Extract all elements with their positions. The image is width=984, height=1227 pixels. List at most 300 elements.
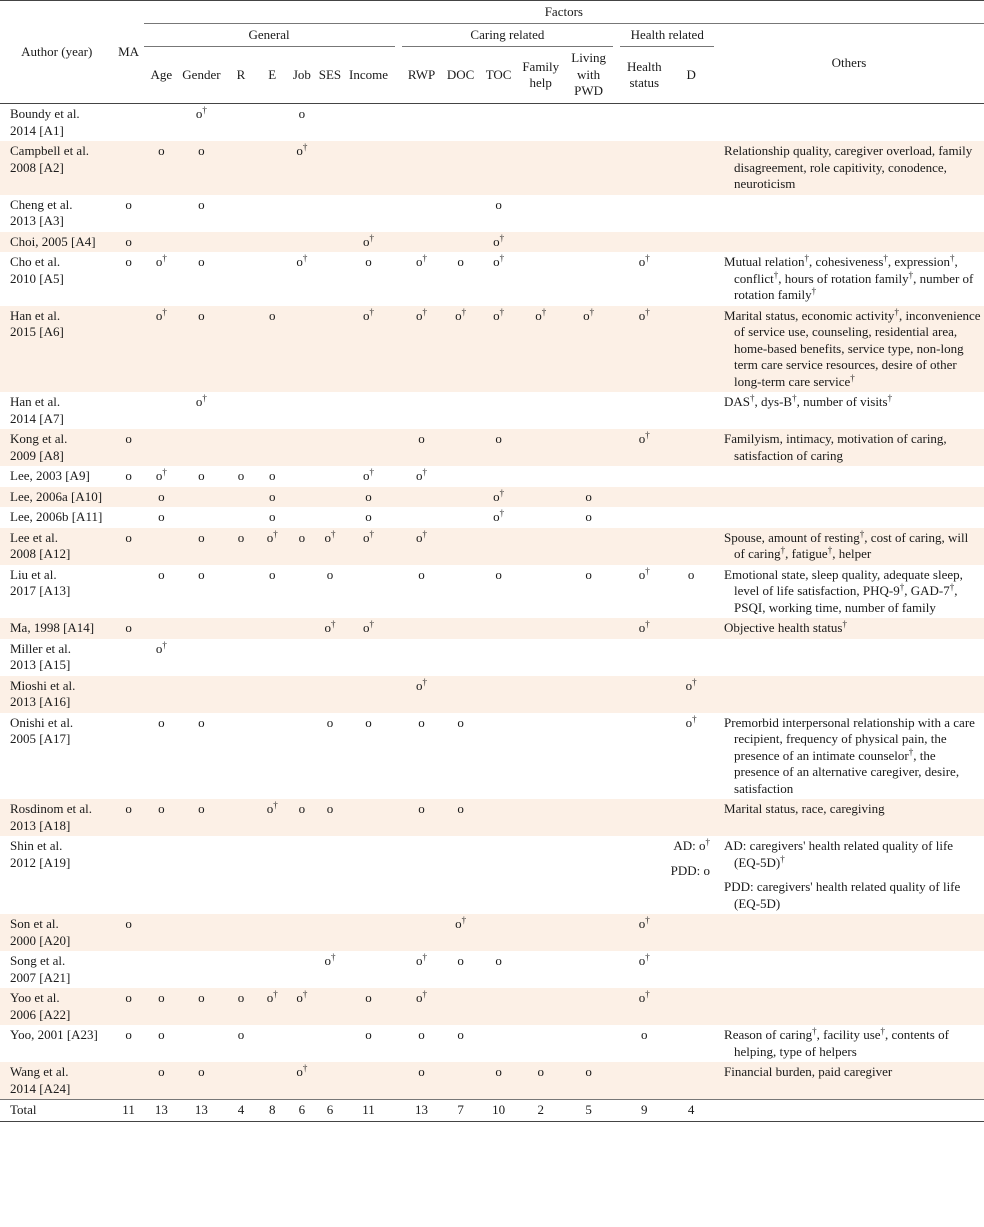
author-cell: Campbell et al. 2008 [A2]	[0, 141, 113, 195]
total-value: 13	[144, 1100, 179, 1122]
factor-cell	[620, 676, 668, 713]
factor-cell: o†	[441, 306, 480, 393]
factor-cell: o†	[155, 639, 167, 656]
author-cell: Kong et al. 2009 [A8]	[0, 429, 113, 466]
factor-cell: o	[268, 566, 276, 582]
factor-cell: o†	[668, 676, 714, 713]
factor-cell: o	[495, 196, 502, 212]
factor-cell	[564, 1025, 613, 1062]
factor-cell	[258, 392, 286, 429]
table-row	[0, 306, 984, 393]
factor-cell: o†	[493, 508, 505, 524]
factor-cell	[342, 429, 394, 466]
factor-cell	[113, 392, 143, 429]
factor-cell: o†	[638, 565, 650, 582]
factor-cell	[668, 618, 714, 639]
total-value: 2	[517, 1100, 564, 1122]
factor-cell: o†	[258, 528, 286, 565]
others-cell: Familyism, intimacy, motivation of caring, satisfaction of caring	[714, 429, 984, 466]
factor-cell	[317, 676, 342, 713]
factor-cell	[620, 141, 668, 195]
others-cell: Premorbid interpersonal relationship with a care recipient, frequency of physical pain, the presence of an intimate counselor†, the presence of an alternative caregiver, desire, satisfaction	[724, 714, 975, 796]
factor-cell	[620, 528, 668, 565]
table-row	[0, 618, 984, 639]
factor-cell	[480, 836, 517, 914]
table-row	[0, 141, 984, 195]
factor-cell: o	[517, 1062, 564, 1100]
others-cell	[714, 487, 984, 508]
factor-cell	[480, 392, 517, 429]
factor-cell	[113, 639, 143, 676]
factor-cell: o	[158, 1027, 165, 1042]
factor-cell	[620, 104, 668, 142]
factor-cell: o	[342, 988, 394, 1025]
factor-cell	[286, 195, 317, 232]
factor-cell: o	[687, 566, 695, 582]
factor-cell	[179, 836, 224, 914]
others-cell	[714, 914, 984, 951]
factor-cell: o	[418, 1027, 425, 1042]
factor-cell	[517, 528, 564, 565]
factor-cell: o	[113, 528, 143, 565]
factor-cell	[144, 914, 179, 951]
factor-cell	[258, 195, 286, 232]
factor-cell: o	[224, 528, 258, 565]
factor-cell	[441, 988, 480, 1025]
author-cell: Lee, 2006a [A10]	[0, 487, 113, 508]
factor-cell: o†	[620, 914, 668, 951]
factor-cell	[441, 639, 480, 676]
factor-cell	[317, 141, 342, 195]
factor-cell: o	[113, 618, 143, 639]
factor-cell	[564, 232, 613, 253]
factor-cell	[258, 951, 286, 988]
factor-cell	[258, 1062, 286, 1100]
factor-cell	[286, 618, 317, 639]
factor-cell	[668, 487, 714, 508]
factor-cell	[258, 1025, 286, 1062]
factor-cell: o	[317, 799, 342, 836]
factor-cell	[564, 951, 613, 988]
factor-cell: o	[495, 953, 502, 968]
factor-cell	[286, 639, 317, 676]
factor-cell: o	[144, 799, 179, 836]
factor-cell	[224, 1062, 258, 1100]
factor-cell	[441, 392, 480, 429]
factor-cell	[668, 507, 714, 528]
others-cell: DAS†, dys-B†, number of visits†	[724, 393, 893, 409]
factor-cell	[317, 232, 342, 253]
factor-cell	[480, 466, 517, 487]
factor-cell: o	[125, 254, 132, 269]
factor-cell	[441, 836, 480, 914]
factor-cell	[179, 1025, 224, 1062]
factor-cell	[668, 232, 714, 253]
others-cell: Objective health status†	[714, 618, 984, 639]
factor-cell	[402, 392, 442, 429]
factor-cell: o	[402, 429, 442, 466]
author-cell: Song et al. 2007 [A21]	[10, 953, 71, 985]
factor-cell	[620, 466, 668, 487]
factor-cell: o	[258, 306, 286, 393]
factor-cell	[668, 951, 714, 988]
table-row	[0, 639, 984, 676]
others-cell: AD: caregivers' health related quality of life (EQ-5D)† PDD: caregivers' health related quality of life (EQ-5D)	[724, 838, 961, 911]
factor-cell	[402, 487, 442, 508]
factor-cell	[668, 466, 714, 487]
factor-cell	[668, 141, 714, 195]
factor-cell	[144, 392, 179, 429]
factor-cell: o	[480, 429, 517, 466]
ma-header: MA	[113, 1, 143, 104]
factor-cell: o†	[402, 676, 442, 713]
column-header: R	[224, 47, 258, 104]
factor-cell	[113, 565, 143, 619]
factor-cell: o†	[564, 306, 613, 393]
factor-cell	[224, 306, 258, 393]
others-cell: Mutual relation†, cohesiveness†, expression†, conflict†, hours of rotation family†, number of rotation family†	[724, 253, 974, 302]
author-cell: Han et al. 2014 [A7]	[10, 394, 64, 426]
factor-cell: o†	[286, 988, 317, 1025]
factor-cell	[564, 914, 613, 951]
factor-cell	[258, 141, 286, 195]
factor-cell	[668, 799, 714, 836]
factor-cell	[480, 713, 517, 800]
factor-cell: o†	[480, 306, 517, 393]
factor-cell	[480, 1025, 517, 1062]
factor-cell	[517, 676, 564, 713]
factor-cell	[564, 676, 613, 713]
factor-cell: o	[457, 254, 464, 269]
column-header: SES	[317, 47, 342, 104]
factor-cell: o†	[317, 528, 342, 565]
factor-cell	[317, 487, 342, 508]
factor-cell: o†	[620, 988, 668, 1025]
factor-cell: o†	[342, 232, 394, 253]
factor-cell	[224, 799, 258, 836]
factor-cell	[620, 713, 668, 800]
factor-cell	[258, 429, 286, 466]
health-group-header: Health related	[620, 24, 714, 47]
factor-cell	[342, 951, 394, 988]
factor-cell: o	[585, 566, 592, 582]
factor-cell	[402, 104, 442, 142]
general-group-header: General	[144, 24, 395, 47]
author-cell: Miller et al. 2013 [A15]	[10, 640, 72, 672]
others-cell: Relationship quality, caregiver overload, family disagreement, role capitivity, conodence, neuroticism	[714, 141, 984, 195]
factor-cell	[179, 639, 224, 676]
factor-cell: o	[125, 196, 132, 212]
others-cell	[714, 104, 984, 142]
table-row	[0, 487, 984, 508]
others-cell: Spouse, amount of resting†, cost of caring, will of caring†, fatigue†, helper	[714, 528, 984, 565]
factor-cell: o	[179, 141, 224, 195]
factor-cell	[224, 507, 258, 528]
factor-cell: o	[179, 528, 224, 565]
factor-cell	[224, 676, 258, 713]
factor-cell	[317, 639, 342, 676]
factor-cell	[620, 392, 668, 429]
factor-cell	[517, 487, 564, 508]
factor-cell	[668, 988, 714, 1025]
others-cell: Reason of caring†, facility use†, contents of helping, type of helpers	[724, 1026, 949, 1059]
factor-cell	[286, 914, 317, 951]
factor-cell: o	[198, 714, 205, 730]
factor-cell	[402, 639, 442, 676]
column-header: Gender	[179, 47, 224, 104]
factor-cell	[441, 232, 480, 253]
factor-cell	[144, 232, 179, 253]
factor-cell: o†	[416, 253, 428, 269]
factor-cell	[517, 392, 564, 429]
author-cell: Choi, 2005 [A4]	[0, 232, 113, 253]
others-cell	[714, 507, 984, 528]
factor-cell: o†	[402, 988, 442, 1025]
factor-cell	[179, 507, 224, 528]
author-cell: Liu et al. 2017 [A13]	[10, 566, 71, 598]
factor-cell	[224, 141, 258, 195]
factor-cell	[564, 392, 613, 429]
factor-cell	[441, 104, 480, 142]
factor-cell: o	[125, 468, 132, 483]
author-cell: Son et al. 2000 [A20]	[0, 914, 113, 951]
factor-cell	[668, 528, 714, 565]
factor-cell	[441, 676, 480, 713]
total-value: 8	[258, 1100, 286, 1122]
author-cell: Onishi et al. 2005 [A17]	[10, 714, 74, 746]
factor-cell	[480, 639, 517, 676]
factor-cell: o†	[155, 467, 167, 483]
total-value: 6	[286, 1100, 317, 1122]
factor-cell	[224, 487, 258, 508]
table-row	[0, 914, 984, 951]
factor-cell: o†	[402, 528, 442, 565]
factor-cell: o†	[286, 1062, 317, 1100]
table-row	[0, 232, 984, 253]
factor-cell	[402, 232, 442, 253]
total-value: 5	[564, 1100, 613, 1122]
factor-cell	[317, 507, 342, 528]
factor-cell	[113, 141, 143, 195]
factor-cell: o	[402, 1062, 442, 1100]
factor-cell: o	[365, 1027, 372, 1042]
factors-header: Factors	[144, 1, 984, 24]
factor-cell	[113, 104, 143, 142]
factor-cell	[564, 836, 613, 914]
factor-cell	[564, 466, 613, 487]
column-header: RWP	[402, 47, 442, 104]
factor-cell	[144, 836, 179, 914]
factor-cell: o	[158, 509, 165, 524]
factor-cell: o	[237, 468, 245, 483]
factor-cell	[402, 618, 442, 639]
factor-cell: o	[457, 714, 464, 730]
factor-cell: o	[113, 799, 143, 836]
others-cell	[714, 232, 984, 253]
factor-cell	[224, 618, 258, 639]
factor-cell	[144, 676, 179, 713]
factor-cell	[224, 232, 258, 253]
factor-cell	[258, 639, 286, 676]
factor-cell	[317, 914, 342, 951]
factor-cell: o	[641, 1027, 648, 1042]
factor-cell	[286, 232, 317, 253]
factor-cell	[317, 429, 342, 466]
factor-cell: o	[179, 306, 224, 393]
factor-cell	[144, 951, 179, 988]
factor-cell	[317, 252, 342, 306]
factor-cell	[402, 914, 442, 951]
factor-cell	[179, 618, 224, 639]
factor-cell	[179, 487, 224, 508]
author-cell: Yoo, 2001 [A23]	[10, 1027, 98, 1042]
factor-cell: o	[268, 468, 276, 483]
total-value: 7	[441, 1100, 480, 1122]
factor-cell	[258, 676, 286, 713]
factor-cell	[317, 306, 342, 393]
factor-cell	[620, 799, 668, 836]
table-row	[0, 1062, 984, 1100]
factor-cell	[342, 914, 394, 951]
factor-cell: o	[144, 487, 179, 508]
factor-cell: o	[480, 1062, 517, 1100]
factor-cell	[564, 195, 613, 232]
author-cell: Cho et al. 2010 [A5]	[10, 254, 64, 286]
factor-cell	[620, 1062, 668, 1100]
factor-cell: o†	[402, 306, 442, 393]
author-cell: Han et al. 2015 [A6]	[0, 306, 113, 393]
factor-cell: o†	[620, 306, 668, 393]
table-row	[0, 252, 984, 306]
factor-cell	[179, 232, 224, 253]
factor-cell	[179, 676, 224, 713]
factor-cell	[258, 104, 286, 142]
factor-cell	[517, 639, 564, 676]
factor-cell: o	[224, 988, 258, 1025]
factor-cell: o	[564, 487, 613, 508]
others-cell	[714, 639, 984, 676]
column-header: Living with PWD	[564, 47, 613, 104]
factor-cell: o	[158, 714, 165, 730]
others-cell: Marital status, economic activity†, inconvenience of service use, counseling, residential area, home-based benefits, service type, non-long term care service resources, desire of other long-term care service†	[714, 306, 984, 393]
factor-cell	[317, 392, 342, 429]
factor-cell	[517, 141, 564, 195]
factor-cell	[342, 799, 394, 836]
factor-cell	[179, 914, 224, 951]
others-cell	[714, 195, 984, 232]
factor-cell: o	[365, 714, 372, 730]
factor-cell	[317, 104, 342, 142]
factor-cell	[517, 565, 564, 619]
factor-cell	[286, 306, 317, 393]
total-value: 11	[342, 1100, 394, 1122]
factor-cell	[517, 232, 564, 253]
author-cell: Boundy et al. 2014 [A1]	[10, 106, 80, 138]
factor-cell	[224, 195, 258, 232]
factor-cell: o†	[416, 952, 428, 968]
factor-cell	[113, 676, 143, 713]
factor-cell: o†	[317, 618, 342, 639]
factor-cell	[113, 306, 143, 393]
total-value: 4	[224, 1100, 258, 1122]
factor-cell	[480, 528, 517, 565]
factor-cell: o	[179, 1062, 224, 1100]
factor-cell	[317, 195, 342, 232]
factor-cell	[286, 836, 317, 914]
column-header: Health status	[620, 47, 668, 104]
column-header: Job	[286, 47, 317, 104]
factor-cell: o	[326, 566, 334, 582]
factor-cell	[144, 429, 179, 466]
factor-cell	[480, 676, 517, 713]
table-row	[0, 1025, 984, 1062]
factor-cell: o	[457, 1027, 464, 1042]
author-cell: Shin et al. 2012 [A19]	[10, 838, 71, 870]
factor-cell	[620, 639, 668, 676]
others-header: Others	[714, 24, 984, 104]
factor-cell	[517, 836, 564, 914]
author-header: Author (year)	[0, 1, 113, 104]
factor-cell: o	[495, 566, 502, 582]
factor-cell	[517, 104, 564, 142]
factor-cell	[286, 1025, 317, 1062]
factor-cell	[342, 392, 394, 429]
factor-cell: o	[365, 509, 372, 524]
factor-cell	[224, 836, 258, 914]
factor-cell	[286, 466, 317, 487]
total-value: 10	[480, 1100, 517, 1122]
column-header: DOC	[441, 47, 480, 104]
factor-cell	[342, 639, 394, 676]
others-cell	[714, 466, 984, 487]
factor-cell	[564, 104, 613, 142]
factor-cell	[564, 252, 613, 306]
factor-cell	[441, 507, 480, 528]
factor-cell: o†	[155, 253, 167, 269]
factor-cell	[342, 676, 394, 713]
factor-cell: o†	[342, 618, 394, 639]
factor-cell: o	[258, 487, 286, 508]
table-row	[0, 799, 984, 836]
total-row	[0, 1100, 984, 1122]
factor-cell	[317, 836, 342, 914]
table-row	[0, 836, 984, 914]
others-cell: Emotional state, sleep quality, adequate sleep, level of life satisfaction, PHQ-9†, GAD-7†, PSQI, working time, number of family	[724, 566, 963, 615]
factor-cell: o	[113, 232, 143, 253]
column-header: E	[258, 47, 286, 104]
factor-cell	[258, 232, 286, 253]
factor-cell	[258, 836, 286, 914]
factor-cell	[144, 528, 179, 565]
factor-cell	[620, 195, 668, 232]
factor-cell	[564, 988, 613, 1025]
factor-cell	[517, 951, 564, 988]
factor-cell	[564, 713, 613, 800]
factor-cell	[480, 799, 517, 836]
factor-cell	[620, 232, 668, 253]
total-value: 11	[113, 1100, 143, 1122]
factor-cell: o†	[144, 306, 179, 393]
factor-cell	[286, 487, 317, 508]
factor-cell	[317, 988, 342, 1025]
others-cell	[714, 676, 984, 713]
total-label: Total	[0, 1100, 113, 1122]
factor-cell: o†	[416, 467, 428, 483]
factor-cell	[480, 104, 517, 142]
others-cell	[714, 988, 984, 1025]
others-cell: Financial burden, paid caregiver	[714, 1062, 984, 1100]
factor-cell	[402, 836, 442, 914]
